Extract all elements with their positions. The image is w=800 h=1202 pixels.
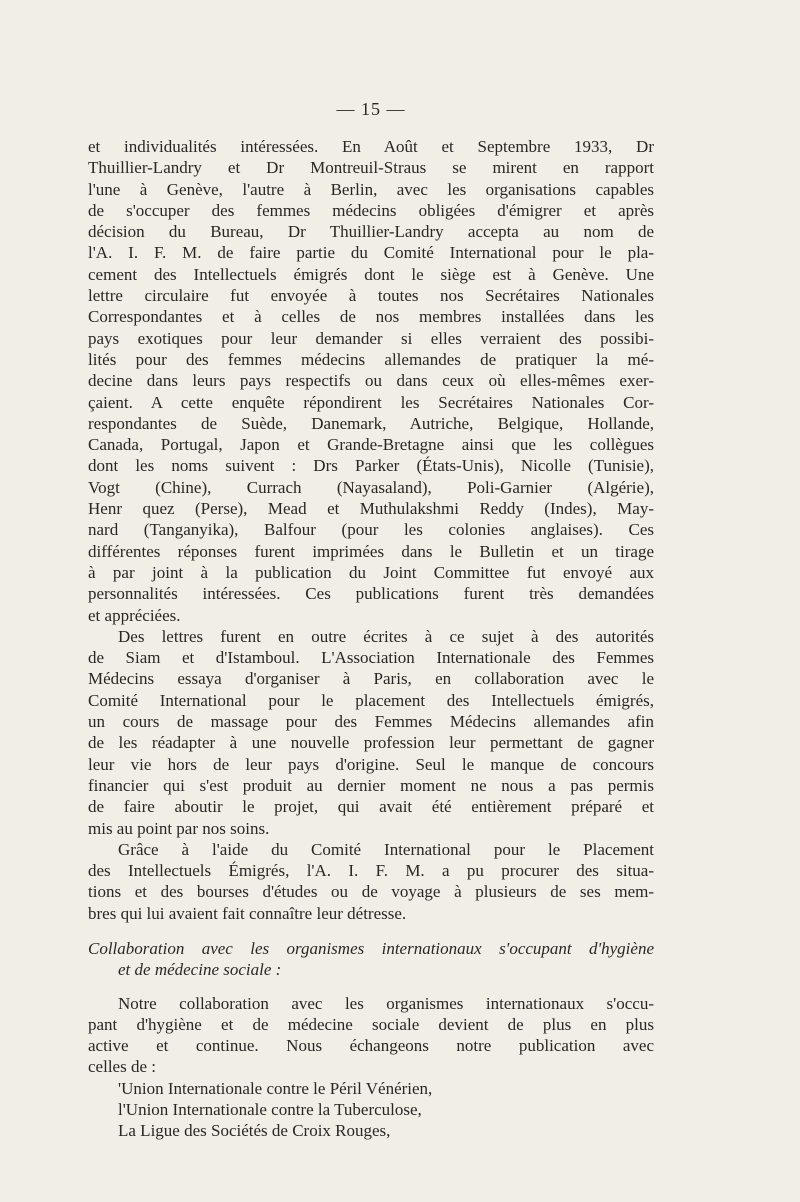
text-line: un cours de massage pour des Femmes Médecins allemandes afin	[88, 712, 654, 732]
page-number: — 15 —	[336, 99, 406, 119]
text-line: l'A. I. F. M. de faire partie du Comité International pour le pla-	[88, 243, 654, 263]
section-heading	[88, 938, 654, 981]
paragraph-3	[88, 839, 654, 924]
text-line: de les réadapter à une nouvelle profession leur permettant de gagner	[88, 733, 654, 753]
text-line: respondantes de Suède, Danemark, Autriche, Belgique, Hollande,	[88, 413, 654, 433]
document-page	[88, 98, 654, 1142]
text-line: de Siam et d'Istamboul. L'Association Internationale des Femmes	[88, 648, 654, 668]
list-item: l'Union Internationale contre la Tuberculose,	[118, 1100, 422, 1120]
text-line: Canada, Portugal, Japon et Grande-Bretagne ainsi que les collègues	[88, 435, 654, 455]
text-line: Médecins essaya d'organiser à Paris, en collaboration avec le	[88, 669, 654, 689]
spacer	[88, 981, 654, 993]
text-line: celles de :	[88, 1057, 156, 1077]
text-line: Correspondantes et à celles de nos membres installées dans les	[88, 307, 654, 327]
text-line: Des lettres furent en outre écrites à ce sujet à des autorités	[118, 626, 654, 646]
text-line: des Intellectuels Émigrés, l'A. I. F. M. a pu procurer des situa-	[88, 861, 654, 881]
text-line: décision du Bureau, Dr Thuillier-Landry accepta au nom de	[88, 222, 654, 242]
paragraph-2	[88, 626, 654, 839]
text-line: Notre collaboration avec les organismes internationaux s'occu-	[118, 993, 654, 1013]
text-line: pays exotiques pour leur demander si elles verraient des possibi-	[88, 328, 654, 348]
heading-line: Collaboration avec les organismes internationaux s'occupant d'hygiène	[88, 938, 654, 958]
text-line: Thuillier-Landry et Dr Montreuil-Straus se mirent en rapport	[88, 158, 654, 178]
text-line: Vogt (Chine), Currach (Nayasaland), Poli-Garnier (Algérie),	[88, 477, 654, 497]
text-line: lités pour des femmes médecins allemandes de pratiquer la mé-	[88, 349, 654, 369]
paragraph-4	[88, 993, 654, 1078]
text-line: Grâce à l'aide du Comité International pour le Placement	[118, 839, 654, 859]
text-line: Comité International pour le placement des Intellectuels émigrés,	[88, 690, 654, 710]
text-line: à par joint à la publication du Joint Committee fut envoyé aux	[88, 562, 654, 582]
paragraph-1	[88, 136, 654, 626]
list-item: 'Union Internationale contre le Péril Vénérien,	[118, 1078, 433, 1098]
text-line: tions et des bourses d'études ou de voyage à plusieurs de ses mem-	[88, 882, 654, 902]
list-item: La Ligue des Sociétés de Croix Rouges,	[118, 1121, 391, 1141]
text-line: active et continue. Nous échangeons notre publication avec	[88, 1036, 654, 1056]
text-line: dont les noms suivent : Drs Parker (États-Unis), Nicolle (Tunisie),	[88, 456, 654, 476]
text-line: çaient. A cette enquête répondirent les Secrétaires Nationales Cor-	[88, 392, 654, 412]
text-line: Henr quez (Perse), Mead et Muthulakshmi Reddy (Indes), May-	[88, 499, 654, 519]
text-line: mis au point par nos soins.	[88, 818, 270, 838]
organization-list	[88, 1078, 654, 1142]
text-line: pant d'hygiène et de médecine sociale devient de plus en plus	[88, 1014, 654, 1034]
text-line: lettre circulaire fut envoyée à toutes nos Secrétaires Nationales	[88, 286, 654, 306]
text-line: de faire aboutir le projet, qui avait été entièrement préparé et	[88, 797, 654, 817]
text-line: de s'occuper des femmes médecins obligées d'émigrer et après	[88, 200, 654, 220]
text-line: decine dans leurs pays respectifs ou dans ceux où elles-mêmes exer-	[88, 371, 654, 391]
text-line: différentes réponses furent imprimées dans le Bulletin et un tirage	[88, 541, 654, 561]
text-line: et individualités intéressées. En Août et Septembre 1933, Dr	[88, 137, 654, 156]
text-line: nard (Tanganyika), Balfour (pour les colonies anglaises). Ces	[88, 520, 654, 540]
text-line: l'une à Genève, l'autre à Berlin, avec les organisations capables	[88, 179, 654, 199]
text-line: cement des Intellectuels émigrés dont le siège est à Genève. Une	[88, 264, 654, 284]
text-line: bres qui lui avaient fait connaître leur détresse.	[88, 903, 407, 923]
heading-line: et de médecine sociale :	[118, 960, 282, 980]
text-line: et appréciées.	[88, 605, 181, 625]
text-line: personnalités intéressées. Ces publications furent très demandées	[88, 584, 654, 604]
text-line: leur vie hors de leur pays d'origine. Seul le manque de concours	[88, 754, 654, 774]
text-line: financier qui s'est produit au dernier moment ne nous a pas permis	[88, 775, 654, 795]
